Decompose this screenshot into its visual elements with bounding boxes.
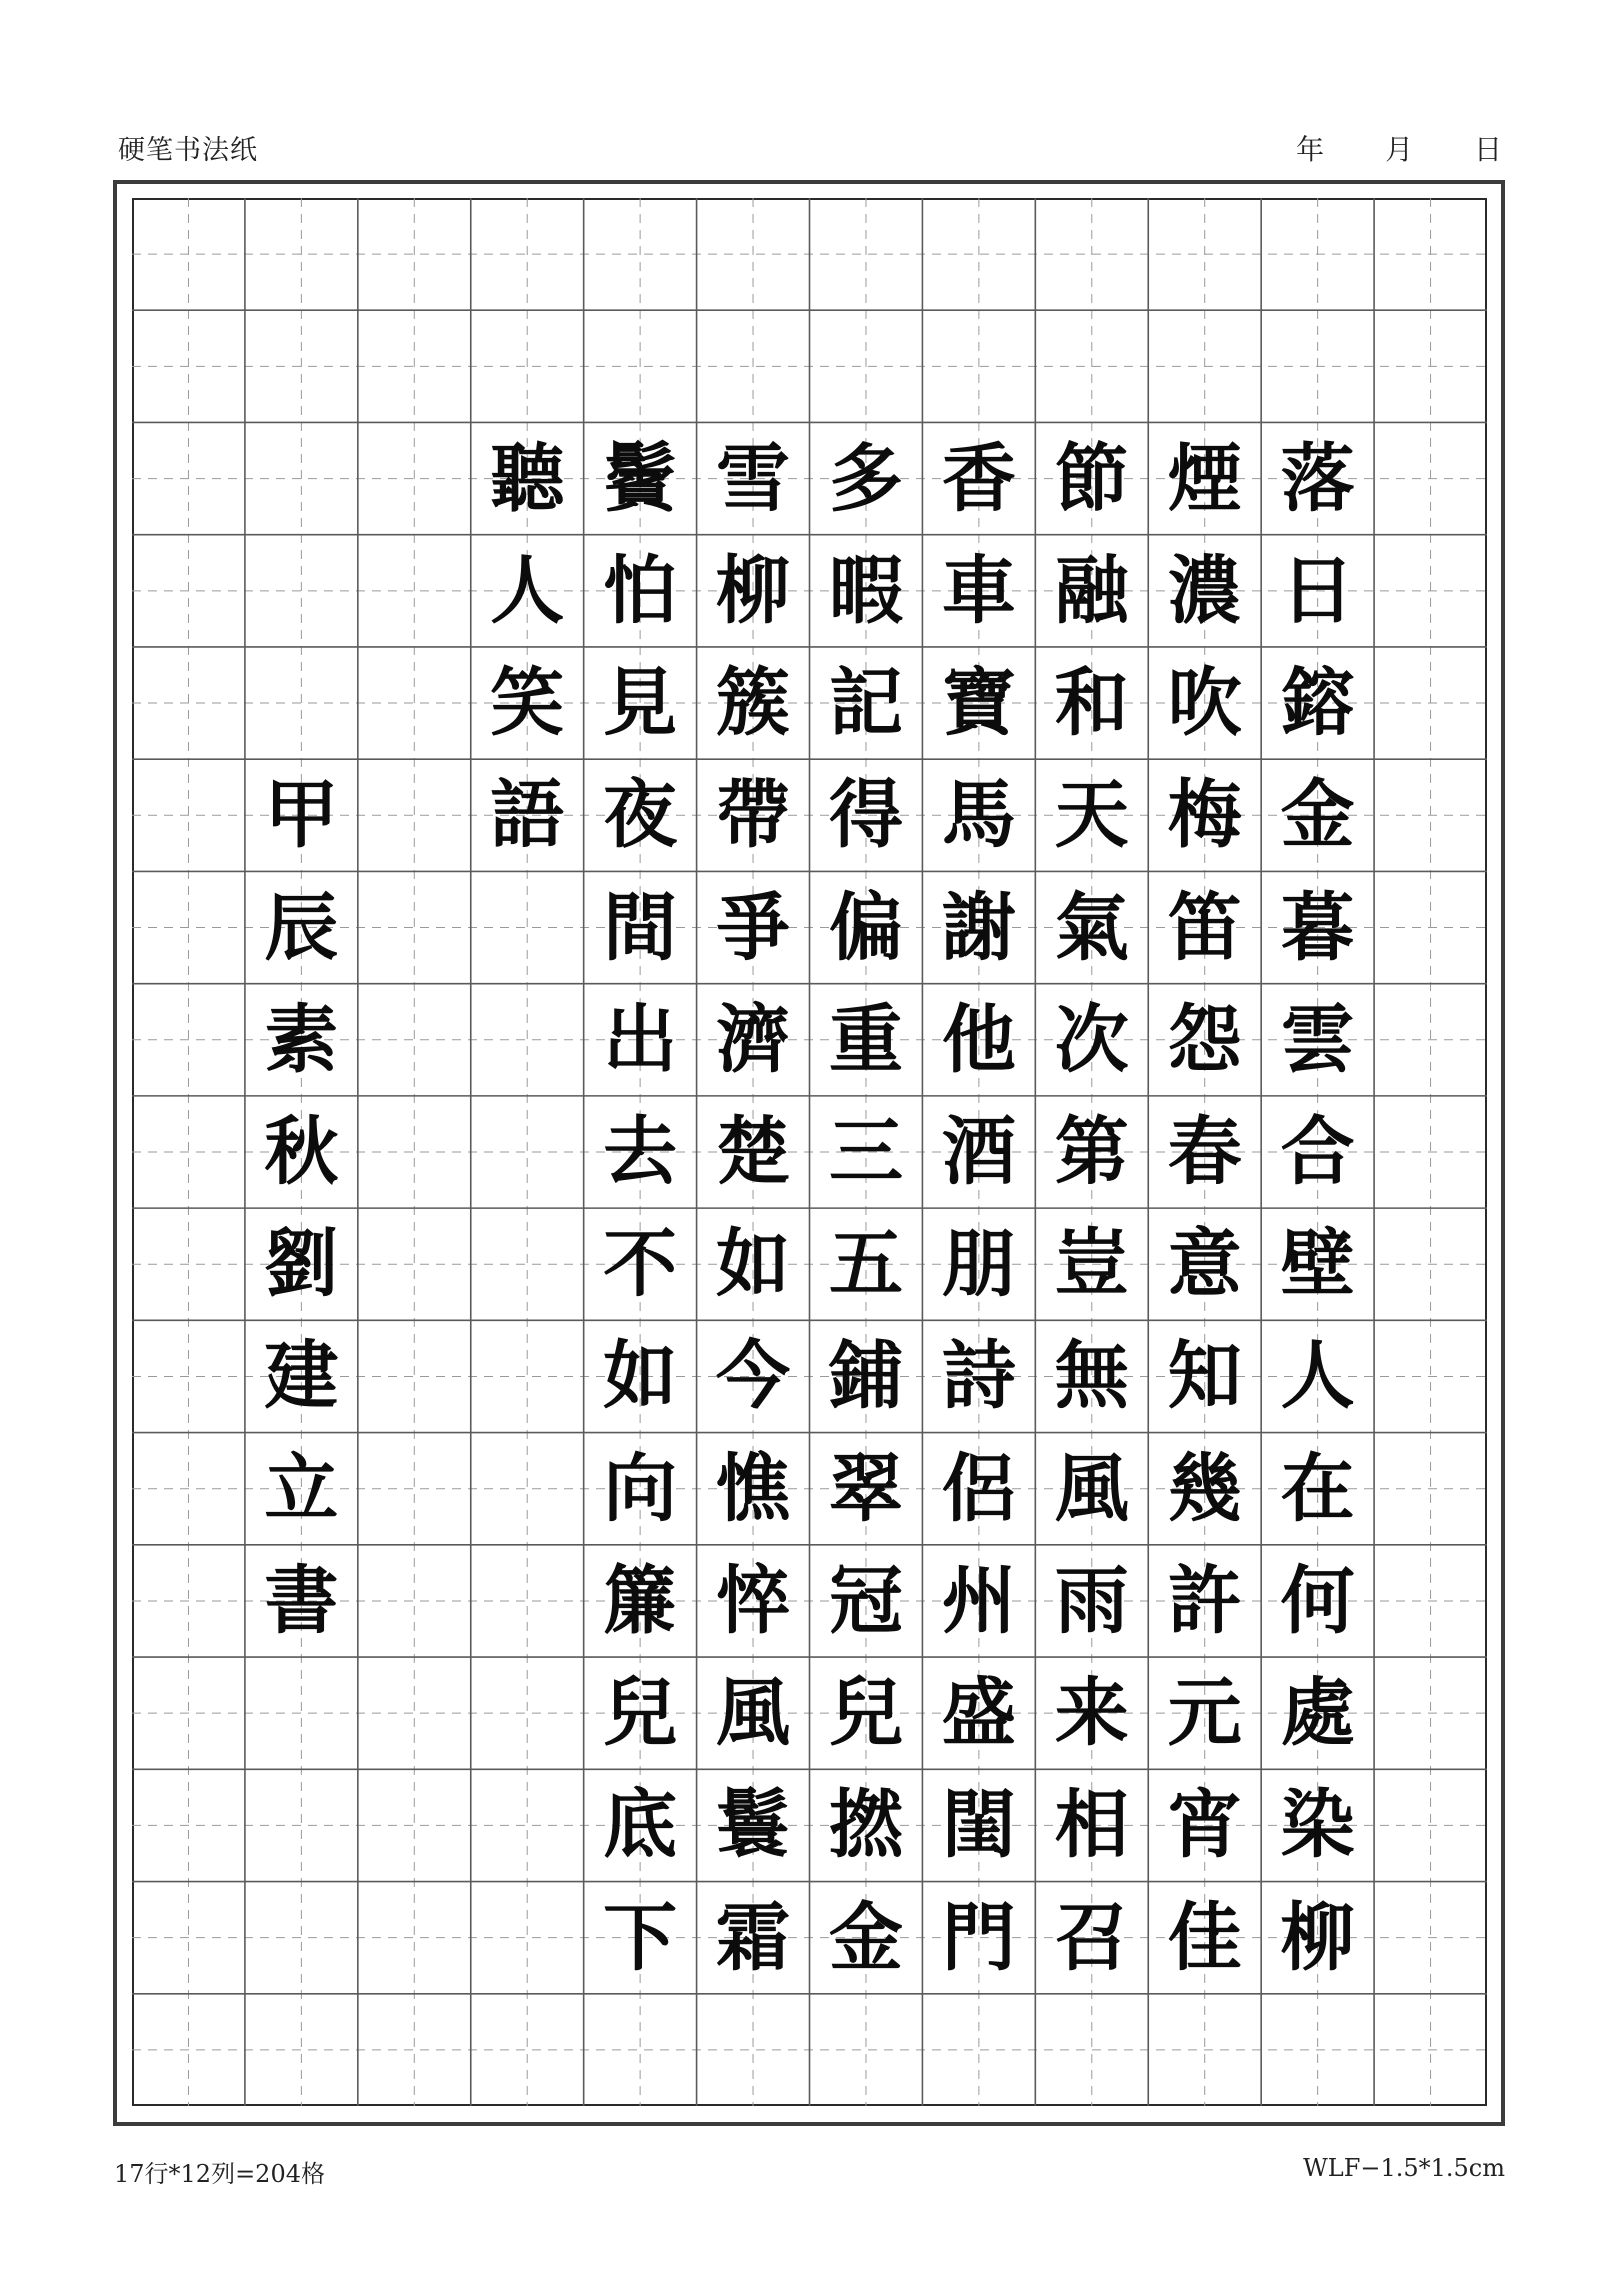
grid-char: 金 bbox=[1280, 772, 1355, 859]
grid-char: 暮 bbox=[1280, 884, 1355, 971]
grid-char: 幾 bbox=[1167, 1445, 1242, 1532]
grid-char: 佳 bbox=[1167, 1894, 1242, 1981]
grid-char: 如 bbox=[603, 1333, 678, 1420]
grid-char: 今 bbox=[716, 1333, 791, 1420]
grid-char: 帶 bbox=[716, 772, 791, 859]
grid-spec: 17行*12列=204格 bbox=[114, 2160, 325, 2188]
grid-char: 悴 bbox=[716, 1557, 791, 1644]
grid-char: 鎔 bbox=[1280, 660, 1355, 747]
grid-char: 落 bbox=[1280, 435, 1355, 522]
grid-char: 氣 bbox=[1054, 884, 1129, 971]
grid-char: 簇 bbox=[716, 660, 791, 747]
grid-char: 風 bbox=[716, 1670, 791, 1757]
grid-char: 鬢 bbox=[603, 435, 678, 522]
grid-char: 語 bbox=[490, 772, 565, 859]
grid-char: 知 bbox=[1167, 1333, 1242, 1420]
calligraphy-grid bbox=[132, 198, 1487, 2106]
grid-char: 冠 bbox=[828, 1557, 903, 1644]
grid-char: 笑 bbox=[490, 660, 565, 747]
grid-char: 五 bbox=[828, 1221, 903, 1308]
grid-char: 相 bbox=[1054, 1782, 1129, 1869]
grid-char: 兒 bbox=[828, 1670, 903, 1757]
date-label-month: 月 bbox=[1385, 133, 1414, 166]
grid-char: 人 bbox=[1280, 1333, 1355, 1420]
grid-char: 合 bbox=[1280, 1108, 1355, 1195]
grid-char: 香 bbox=[941, 435, 1016, 522]
grid-char: 柳 bbox=[1280, 1894, 1355, 1981]
grid-char: 鬟 bbox=[716, 1782, 791, 1869]
grid-char: 建 bbox=[264, 1333, 339, 1420]
grid-char: 酒 bbox=[941, 1108, 1016, 1195]
grid-char: 在 bbox=[1280, 1445, 1355, 1532]
grid-char: 記 bbox=[828, 660, 903, 747]
grid-char: 元 bbox=[1167, 1670, 1242, 1757]
grid-char: 金 bbox=[828, 1894, 903, 1981]
grid-char: 濃 bbox=[1167, 547, 1242, 634]
grid-char: 車 bbox=[941, 547, 1016, 634]
grid-char: 夜 bbox=[603, 772, 678, 859]
grid-char: 宵 bbox=[1167, 1782, 1242, 1869]
grid-char: 節 bbox=[1054, 435, 1129, 522]
grid-char: 召 bbox=[1054, 1894, 1129, 1981]
grid-char: 盛 bbox=[941, 1670, 1016, 1757]
grid-char: 天 bbox=[1054, 772, 1129, 859]
grid-char: 煙 bbox=[1167, 435, 1242, 522]
grid-char: 日 bbox=[1280, 547, 1355, 634]
grid-char: 間 bbox=[603, 884, 678, 971]
grid-char: 次 bbox=[1054, 996, 1129, 1083]
grid-char: 詩 bbox=[941, 1333, 1016, 1420]
grid-char: 許 bbox=[1167, 1557, 1242, 1644]
grid-char: 馬 bbox=[941, 772, 1016, 859]
paper-model: WLF−1.5*1.5cm bbox=[1303, 2154, 1505, 2182]
grid-char: 底 bbox=[603, 1782, 678, 1869]
grid-char: 第 bbox=[1054, 1108, 1129, 1195]
grid-char: 何 bbox=[1280, 1557, 1355, 1644]
grid-char: 簾 bbox=[603, 1557, 678, 1644]
grid-char: 得 bbox=[828, 772, 903, 859]
grid-char: 怨 bbox=[1167, 996, 1242, 1083]
grid-char: 不 bbox=[603, 1221, 678, 1308]
grid-char: 書 bbox=[264, 1557, 339, 1644]
grid-char: 鋪 bbox=[828, 1333, 903, 1420]
grid-char: 處 bbox=[1280, 1670, 1355, 1757]
grid-char: 三 bbox=[828, 1108, 903, 1195]
grid-char: 暇 bbox=[828, 547, 903, 634]
grid-char: 出 bbox=[603, 996, 678, 1083]
grid-char: 辰 bbox=[264, 884, 339, 971]
grid-char: 秋 bbox=[264, 1108, 339, 1195]
grid-char: 雪 bbox=[716, 435, 791, 522]
grid-char: 寶 bbox=[941, 660, 1016, 747]
grid-char: 兒 bbox=[603, 1670, 678, 1757]
grid-char: 閨 bbox=[941, 1782, 1016, 1869]
grid-char: 無 bbox=[1054, 1333, 1129, 1420]
date-label-day: 日 bbox=[1473, 133, 1502, 166]
grid-char: 柳 bbox=[716, 547, 791, 634]
grid-char: 立 bbox=[264, 1445, 339, 1532]
date-label-year: 年 bbox=[1296, 133, 1325, 166]
paper-title: 硬笔书法纸 bbox=[118, 135, 258, 166]
grid-char: 風 bbox=[1054, 1445, 1129, 1532]
grid-char: 撚 bbox=[828, 1782, 903, 1869]
grid-char: 濟 bbox=[716, 996, 791, 1083]
grid-char: 侶 bbox=[941, 1445, 1016, 1532]
grid-char: 重 bbox=[828, 996, 903, 1083]
grid-char: 謝 bbox=[941, 884, 1016, 971]
grid-char: 向 bbox=[603, 1445, 678, 1532]
date-labels bbox=[1244, 128, 1502, 168]
grid-char: 劉 bbox=[264, 1221, 339, 1308]
grid-char: 春 bbox=[1167, 1108, 1242, 1195]
grid-char: 如 bbox=[716, 1221, 791, 1308]
grid-char: 吹 bbox=[1167, 660, 1242, 747]
grid-char: 楚 bbox=[716, 1108, 791, 1195]
grid-char: 去 bbox=[603, 1108, 678, 1195]
grid-char: 爭 bbox=[716, 884, 791, 971]
grid-char: 雲 bbox=[1280, 996, 1355, 1083]
grid-char: 雨 bbox=[1054, 1557, 1129, 1644]
grid-char: 下 bbox=[603, 1894, 678, 1981]
grid-char: 甲 bbox=[264, 772, 339, 859]
grid-char: 来 bbox=[1054, 1670, 1129, 1757]
grid-char: 梅 bbox=[1167, 772, 1242, 859]
grid-char: 見 bbox=[603, 660, 678, 747]
grid-char: 偏 bbox=[828, 884, 903, 971]
grid-char: 壁 bbox=[1280, 1221, 1355, 1308]
grid-char: 霜 bbox=[716, 1894, 791, 1981]
grid-char: 怕 bbox=[603, 547, 678, 634]
grid-char: 豈 bbox=[1054, 1221, 1129, 1308]
grid-char: 他 bbox=[941, 996, 1016, 1083]
grid-char: 意 bbox=[1167, 1221, 1242, 1308]
grid-char: 門 bbox=[941, 1894, 1016, 1981]
grid-char: 染 bbox=[1280, 1782, 1355, 1869]
grid-char: 朋 bbox=[941, 1221, 1016, 1308]
grid-char: 翠 bbox=[828, 1445, 903, 1532]
grid-char: 融 bbox=[1054, 547, 1129, 634]
grid-char: 聽 bbox=[490, 435, 565, 522]
grid-char: 素 bbox=[264, 996, 339, 1083]
grid-char: 憔 bbox=[716, 1445, 791, 1532]
grid-char: 笛 bbox=[1167, 884, 1242, 971]
grid-char: 多 bbox=[828, 435, 903, 522]
grid-char: 和 bbox=[1054, 660, 1129, 747]
grid-char: 州 bbox=[941, 1557, 1016, 1644]
grid-char: 人 bbox=[490, 547, 565, 634]
